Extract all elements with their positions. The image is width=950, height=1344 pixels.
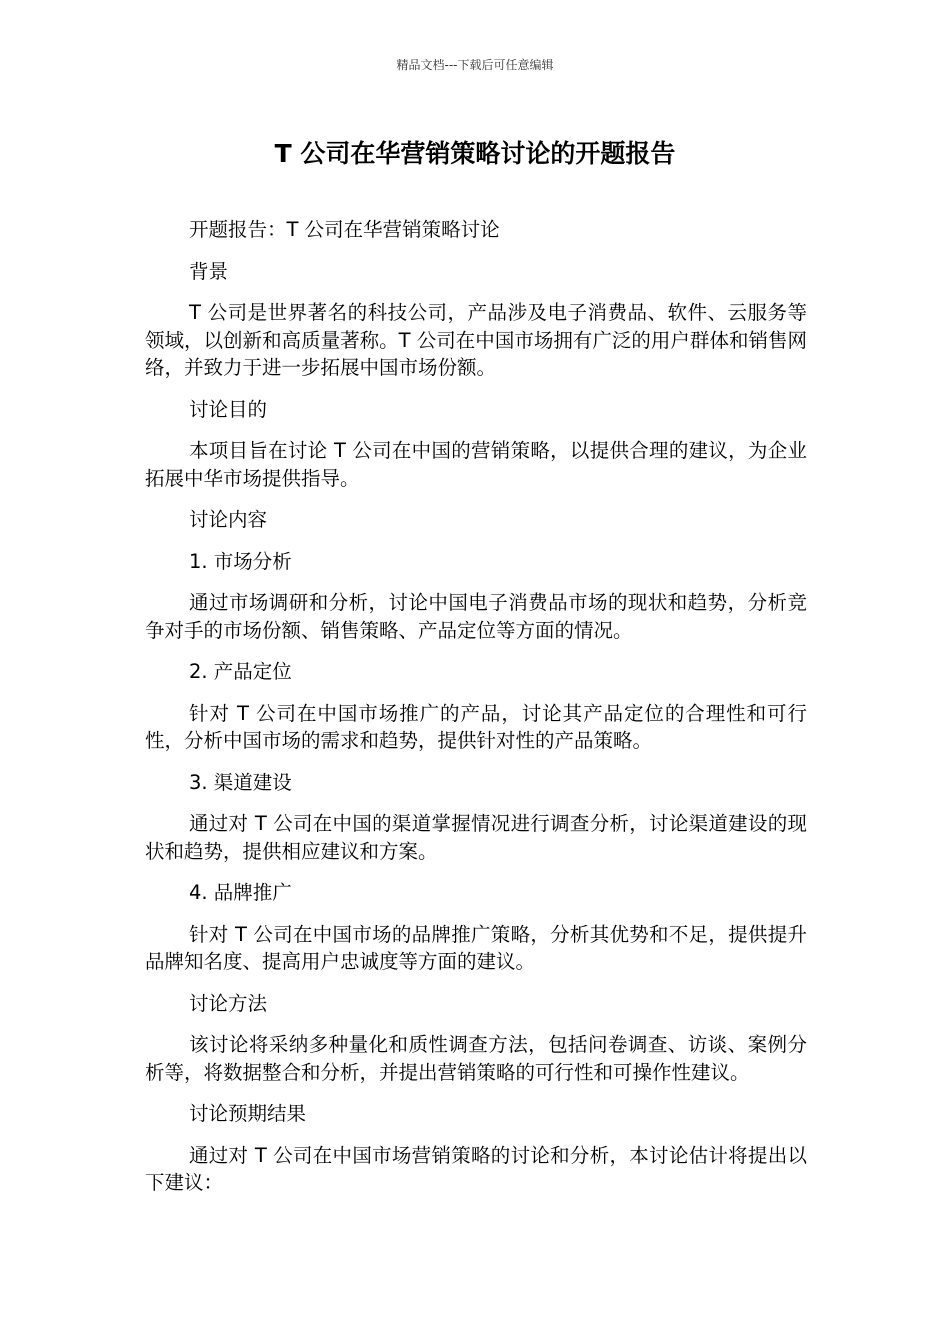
section-heading: 背景: [189, 259, 229, 283]
paragraph: 针对 T 公司在中国市场推广的产品，讨论其产品定位的合理性和可行性，分析中国市场的需求和趋势，提供针对性的产品策略。: [145, 701, 807, 752]
subsection-heading: 1. 市场分析: [189, 549, 292, 573]
document-body: [145, 216, 807, 1211]
paragraph: 本项目旨在讨论 T 公司在中国的营销策略，以提供合理的建议，为企业拓展中华市场提供指导。: [145, 439, 807, 490]
subsection-heading: 2. 产品定位: [189, 660, 292, 683]
paragraph: 通过对 T 公司在中国市场营销策略的讨论和分析，本讨论估计将提出以下建议：: [145, 1143, 807, 1194]
section-heading: 讨论方法: [189, 991, 268, 1015]
subsection-heading: 3. 渠道建设: [189, 770, 292, 794]
paragraph: 通过对 T 公司在中国的渠道掌握情况进行调查分析，讨论渠道建设的现状和趋势，提供相应建议和方案。: [145, 812, 807, 863]
document-title: T 公司在华营销策略讨论的开题报告: [274, 139, 676, 168]
header-note: 精品文档---下载后可任意编辑: [396, 58, 554, 72]
section-heading: 讨论内容: [189, 508, 268, 531]
paragraph: 通过市场调研和分析，讨论中国电子消费品市场的现状和趋势，分析竞争对手的市场份额、销售策略、产品定位等方面的情况。: [145, 591, 807, 642]
section-heading: 讨论目的: [189, 397, 268, 421]
section-heading: 开题报告：T 公司在华营销策略讨论: [189, 218, 500, 241]
section-heading: 讨论预期结果: [189, 1102, 307, 1125]
paragraph: T 公司是世界著名的科技公司，产品涉及电子消费品、软件、云服务等领域，以创新和高质量著称。T 公司在中国市场拥有广泛的用户群体和销售网络，并致力于进一步拓展中国市场份额。: [145, 301, 807, 379]
subsection-heading: 4. 品牌推广: [189, 881, 292, 904]
paragraph: 针对 T 公司在中国市场的品牌推广策略，分析其优势和不足，提供提升品牌知名度、提高用户忠诚度等方面的建议。: [145, 922, 807, 973]
paragraph: 该讨论将采纳多种量化和质性调查方法，包括问卷调查、访谈、案例分析等，将数据整合和分析，并提出营销策略的可行性和可操作性建议。: [145, 1033, 807, 1084]
